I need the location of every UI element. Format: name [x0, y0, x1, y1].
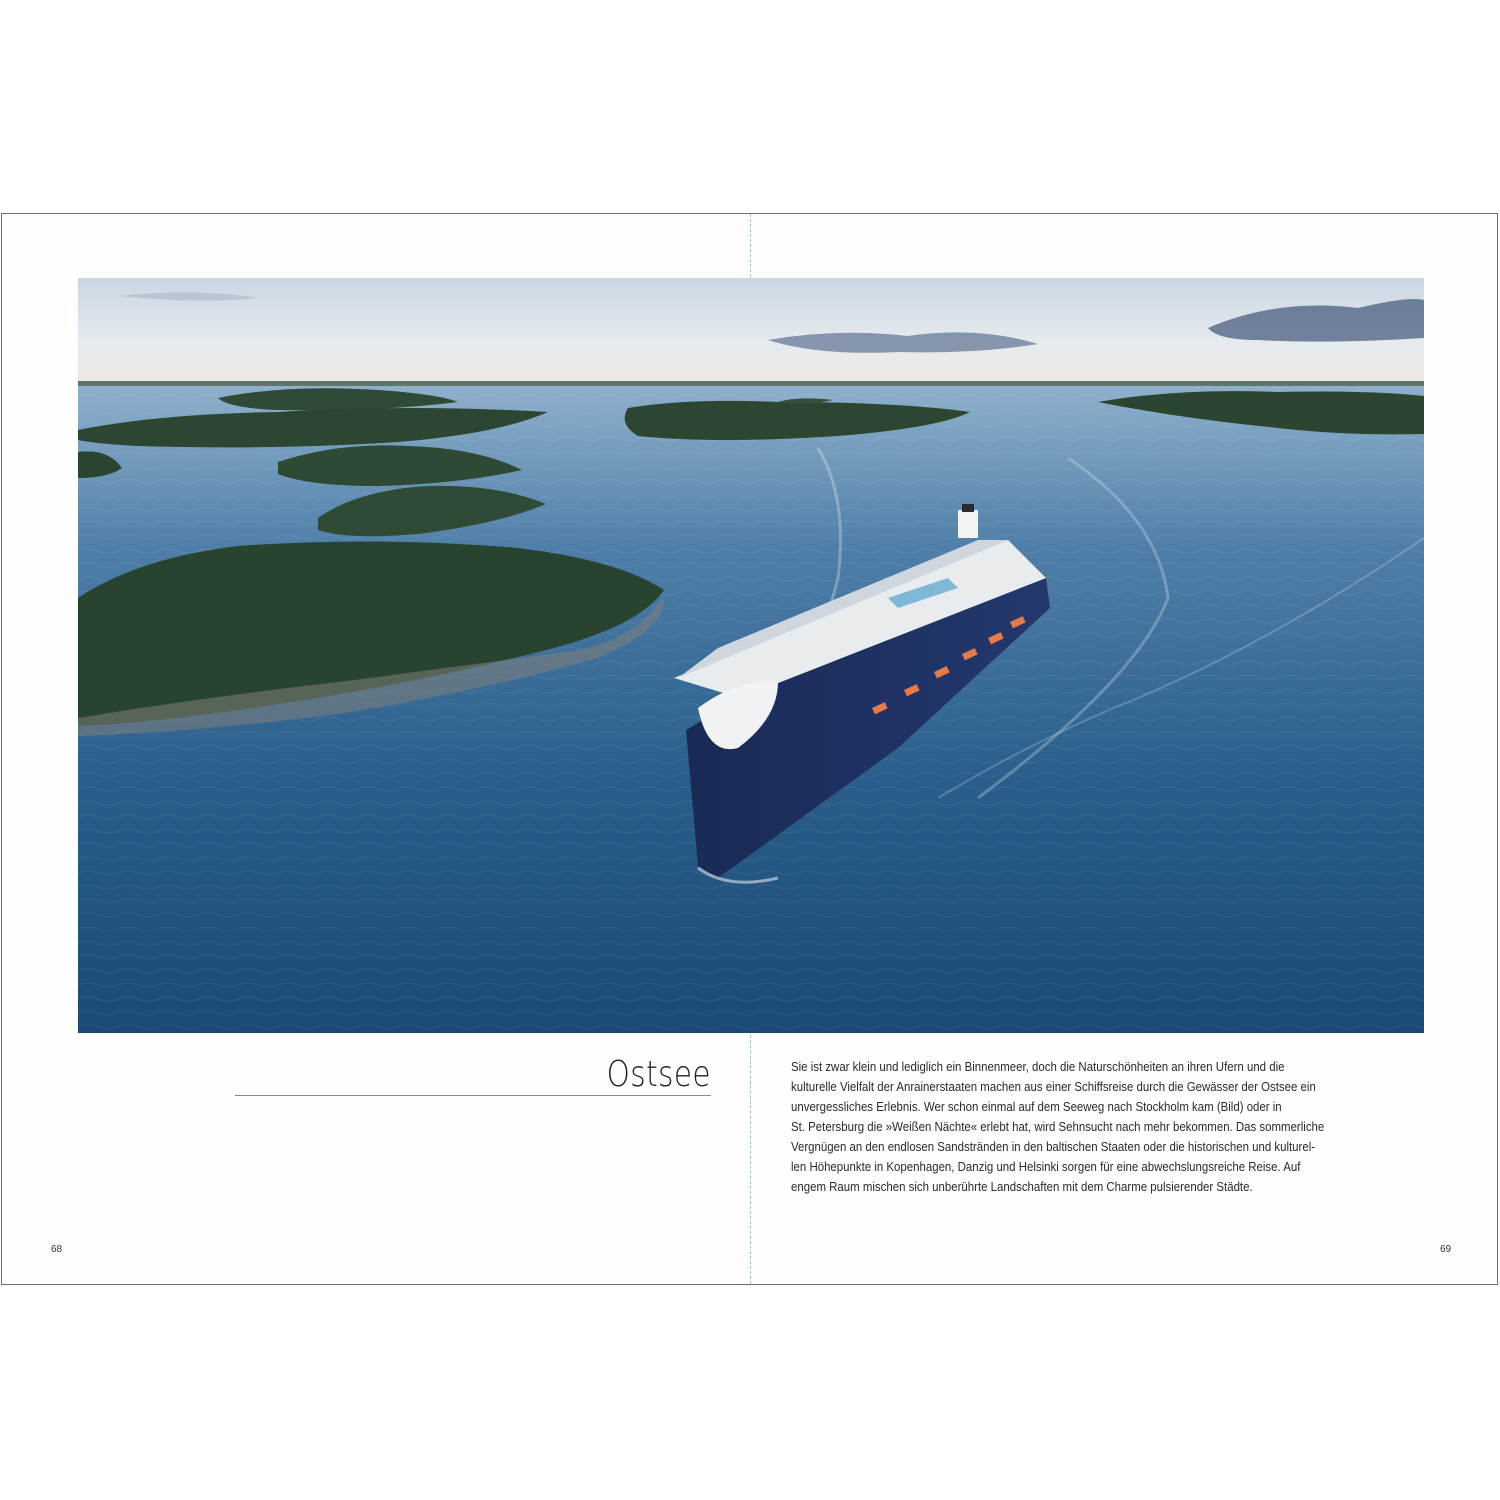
archipelago-cruise-photo: [78, 278, 1424, 1033]
book-spread: [1, 213, 1498, 1285]
page-number-right: 69: [1440, 1244, 1452, 1255]
body-line: Sie ist zwar klein und lediglich ein Binnenmeer, doch die Naturschönheiten an ihren Ufern und die: [791, 1059, 1285, 1074]
chapter-title: Ostsee: [606, 1054, 711, 1095]
body-line: engem Raum mischen sich unberührte Landschaften mit dem Charme pulsierender Städte.: [791, 1179, 1253, 1194]
body-line: kulturelle Vielfalt der Anrainerstaaten machen aus einer Schiffsreise durch die Gewässer der Ostsee ein: [791, 1079, 1316, 1094]
page-number-left: 68: [51, 1244, 63, 1255]
body-line: St. Petersburg die »Weißen Nächte« erlebt hat, wird Sehnsucht nach mehr bekommen. Das sommerliche: [791, 1119, 1325, 1134]
body-text: [791, 1057, 1325, 1197]
title-rule: [235, 1095, 711, 1096]
body-line: Vergnügen an den endlosen Sandstränden in den baltischen Staaten oder die historischen und kulturel-: [791, 1139, 1316, 1154]
body-line: unvergessliches Erlebnis. Wer schon einmal auf dem Seeweg nach Stockholm kam (Bild) oder in: [791, 1099, 1282, 1114]
body-line: len Höhepunkte in Kopenhagen, Danzig und Helsinki sorgen für eine abwechslungsreiche Reise. Auf: [791, 1159, 1301, 1174]
